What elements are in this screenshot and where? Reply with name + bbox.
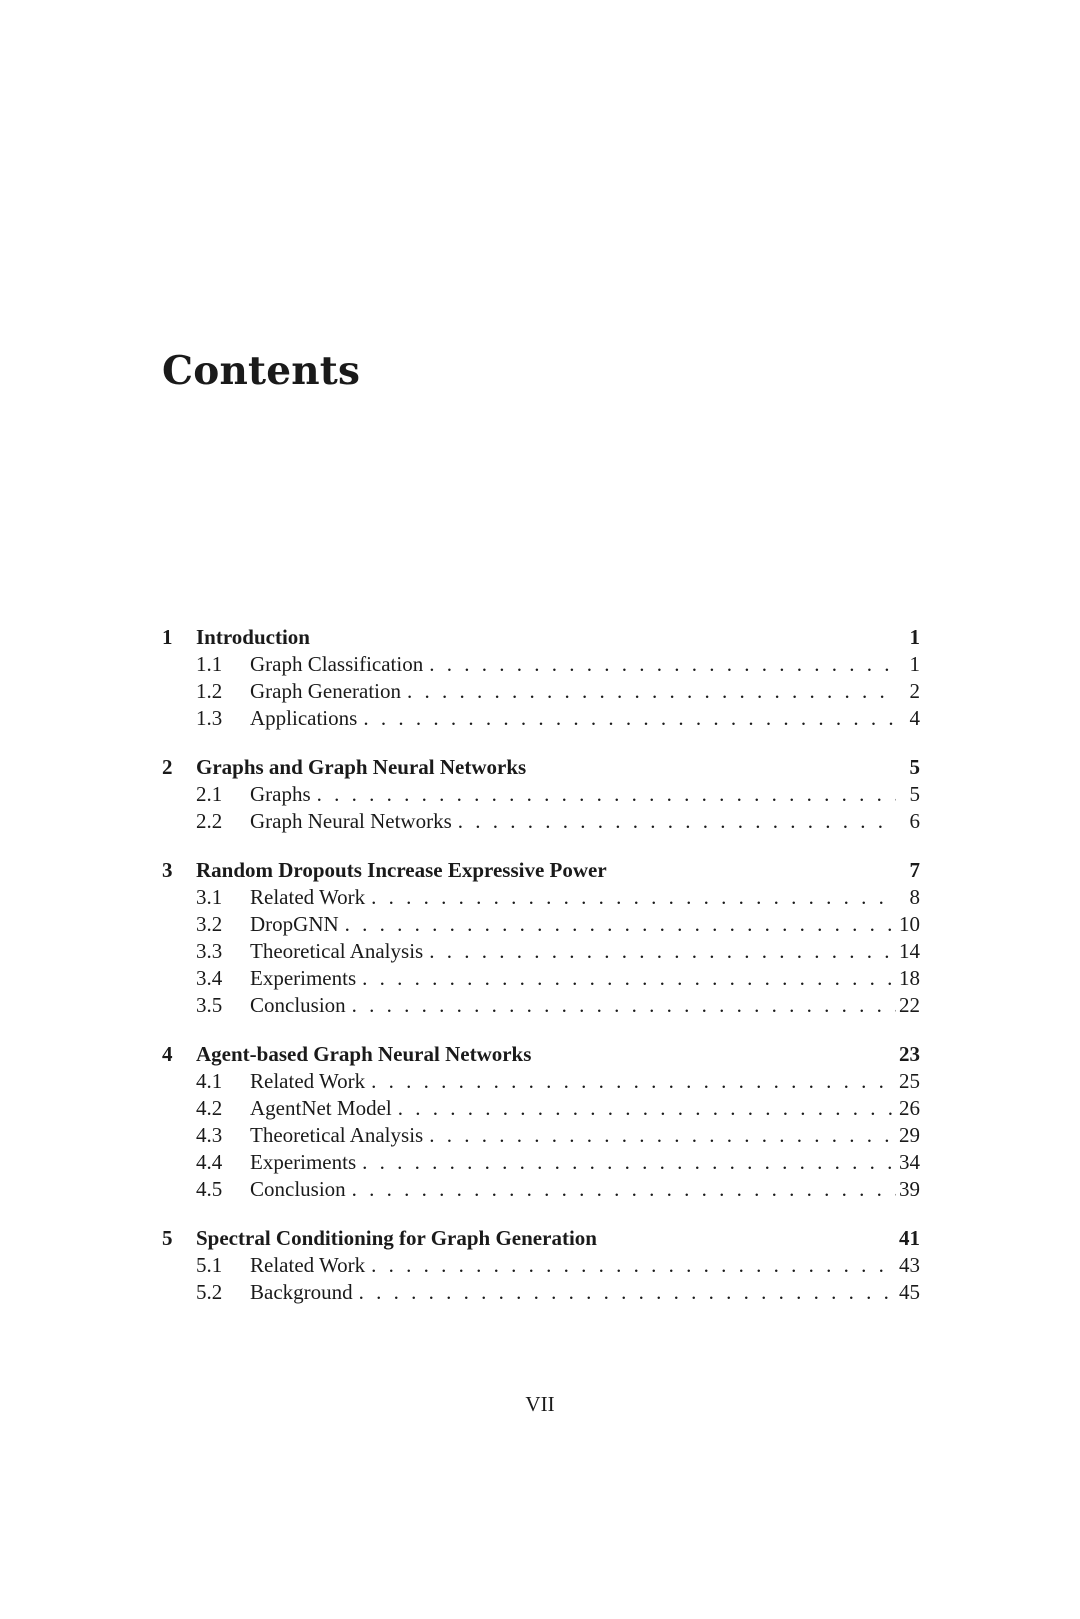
- section-title: Background: [250, 1280, 353, 1304]
- chapter-page-number: 23: [899, 1042, 920, 1066]
- section-title: Theoretical Analysis: [250, 1123, 424, 1147]
- chapter-title: Agent-based Graph Neural Networks: [196, 1042, 532, 1066]
- section-page-number: 8: [909, 885, 920, 909]
- toc-section-entry[interactable]: [162, 1069, 920, 1096]
- toc-section-entry[interactable]: [162, 1096, 920, 1123]
- toc-chapter: [162, 755, 920, 836]
- toc-section-entry[interactable]: [162, 939, 920, 966]
- section-page-number: 29: [899, 1123, 920, 1147]
- toc-section-entry[interactable]: [162, 966, 920, 993]
- toc-section-entry[interactable]: [162, 1123, 920, 1150]
- chapter-title: Introduction: [196, 625, 310, 649]
- toc-chapter-entry[interactable]: [162, 858, 920, 885]
- toc-chapter-entry[interactable]: [162, 1042, 920, 1069]
- section-number: 5.1: [196, 1253, 223, 1277]
- section-page-number: 14: [899, 939, 920, 963]
- dot-leader: [315, 782, 896, 807]
- section-title: AgentNet Model: [250, 1096, 392, 1120]
- dot-leader: [360, 1150, 896, 1175]
- section-title: Related Work: [250, 1069, 366, 1093]
- section-title: Related Work: [250, 885, 366, 909]
- toc-section-entry[interactable]: [162, 679, 920, 706]
- section-number: 4.4: [196, 1150, 223, 1174]
- section-title: Graph Neural Networks: [250, 809, 452, 833]
- dot-leader: [357, 1280, 896, 1305]
- section-page-number: 18: [899, 966, 920, 990]
- toc-chapter-entry[interactable]: [162, 625, 920, 652]
- toc-chapter-entry[interactable]: [162, 755, 920, 782]
- chapter-number: 2: [162, 755, 173, 779]
- section-number: 4.1: [196, 1069, 223, 1093]
- section-number: 3.2: [196, 912, 223, 936]
- dot-leader: [456, 809, 896, 834]
- section-page-number: 6: [909, 809, 920, 833]
- chapter-title: Random Dropouts Increase Expressive Power: [196, 858, 607, 882]
- table-of-contents: [162, 625, 920, 1329]
- dot-leader: [427, 652, 896, 677]
- dot-leader: [369, 885, 896, 910]
- chapter-title: Spectral Conditioning for Graph Generation: [196, 1226, 597, 1250]
- section-number: 4.5: [196, 1177, 223, 1201]
- section-title: Applications: [250, 706, 358, 730]
- section-page-number: 1: [909, 652, 920, 676]
- section-page-number: 22: [899, 993, 920, 1017]
- section-title: Graph Generation: [250, 679, 402, 703]
- section-number: 3.4: [196, 966, 223, 990]
- section-page-number: 5: [909, 782, 920, 806]
- chapter-page-number: 5: [909, 755, 920, 779]
- toc-section-entry[interactable]: [162, 782, 920, 809]
- section-page-number: 2: [909, 679, 920, 703]
- chapter-number: 3: [162, 858, 173, 882]
- dot-leader: [405, 679, 896, 704]
- dot-leader: [350, 993, 896, 1018]
- section-page-number: 43: [899, 1253, 920, 1277]
- section-title: Experiments: [250, 1150, 357, 1174]
- section-page-number: 34: [899, 1150, 920, 1174]
- dot-leader: [396, 1096, 896, 1121]
- dot-leader: [361, 706, 896, 731]
- toc-section-entry[interactable]: [162, 706, 920, 733]
- section-number: 1.1: [196, 652, 223, 676]
- toc-chapter: [162, 1226, 920, 1307]
- section-page-number: 10: [899, 912, 920, 936]
- chapter-number: 1: [162, 625, 173, 649]
- toc-chapter: [162, 858, 920, 1020]
- toc-section-entry[interactable]: [162, 1177, 920, 1204]
- dot-leader: [369, 1069, 896, 1094]
- section-number: 5.2: [196, 1280, 223, 1304]
- section-page-number: 25: [899, 1069, 920, 1093]
- dot-leader: [427, 939, 896, 964]
- dot-leader: [350, 1177, 896, 1202]
- section-title: Theoretical Analysis: [250, 939, 424, 963]
- toc-chapter: [162, 1042, 920, 1204]
- section-number: 4.2: [196, 1096, 223, 1120]
- section-title: Experiments: [250, 966, 357, 990]
- toc-chapter-entry[interactable]: [162, 1226, 920, 1253]
- section-page-number: 45: [899, 1280, 920, 1304]
- section-title: Graph Classification: [250, 652, 424, 676]
- chapter-number: 5: [162, 1226, 173, 1250]
- chapter-page-number: 41: [899, 1226, 920, 1250]
- section-number: 3.1: [196, 885, 223, 909]
- section-title: Conclusion: [250, 993, 346, 1017]
- toc-section-entry[interactable]: [162, 912, 920, 939]
- chapter-title: Graphs and Graph Neural Networks: [196, 755, 527, 779]
- toc-section-entry[interactable]: [162, 993, 920, 1020]
- toc-chapter: [162, 625, 920, 733]
- toc-section-entry[interactable]: [162, 1280, 920, 1307]
- section-number: 2.1: [196, 782, 223, 806]
- dot-leader: [427, 1123, 896, 1148]
- section-number: 3.5: [196, 993, 223, 1017]
- page-number-footer: VII: [525, 1392, 555, 1416]
- dot-leader: [360, 966, 896, 991]
- toc-section-entry[interactable]: [162, 1253, 920, 1280]
- section-page-number: 4: [909, 706, 920, 730]
- toc-section-entry[interactable]: [162, 1150, 920, 1177]
- toc-section-entry[interactable]: [162, 885, 920, 912]
- section-number: 1.2: [196, 679, 223, 703]
- dot-leader: [369, 1253, 896, 1278]
- chapter-page-number: 7: [909, 858, 920, 882]
- section-page-number: 39: [899, 1177, 920, 1201]
- dot-leader: [343, 912, 896, 937]
- section-title: Graphs: [250, 782, 311, 806]
- section-number: 3.3: [196, 939, 223, 963]
- section-number: 1.3: [196, 706, 223, 730]
- chapter-page-number: 1: [909, 625, 920, 649]
- section-number: 2.2: [196, 809, 223, 833]
- section-title: Related Work: [250, 1253, 366, 1277]
- section-title: DropGNN: [250, 912, 339, 936]
- toc-section-entry[interactable]: [162, 652, 920, 679]
- chapter-number: 4: [162, 1042, 173, 1066]
- toc-section-entry[interactable]: [162, 809, 920, 836]
- page-title: Contents: [162, 348, 361, 394]
- section-title: Conclusion: [250, 1177, 346, 1201]
- section-number: 4.3: [196, 1123, 223, 1147]
- section-page-number: 26: [899, 1096, 920, 1120]
